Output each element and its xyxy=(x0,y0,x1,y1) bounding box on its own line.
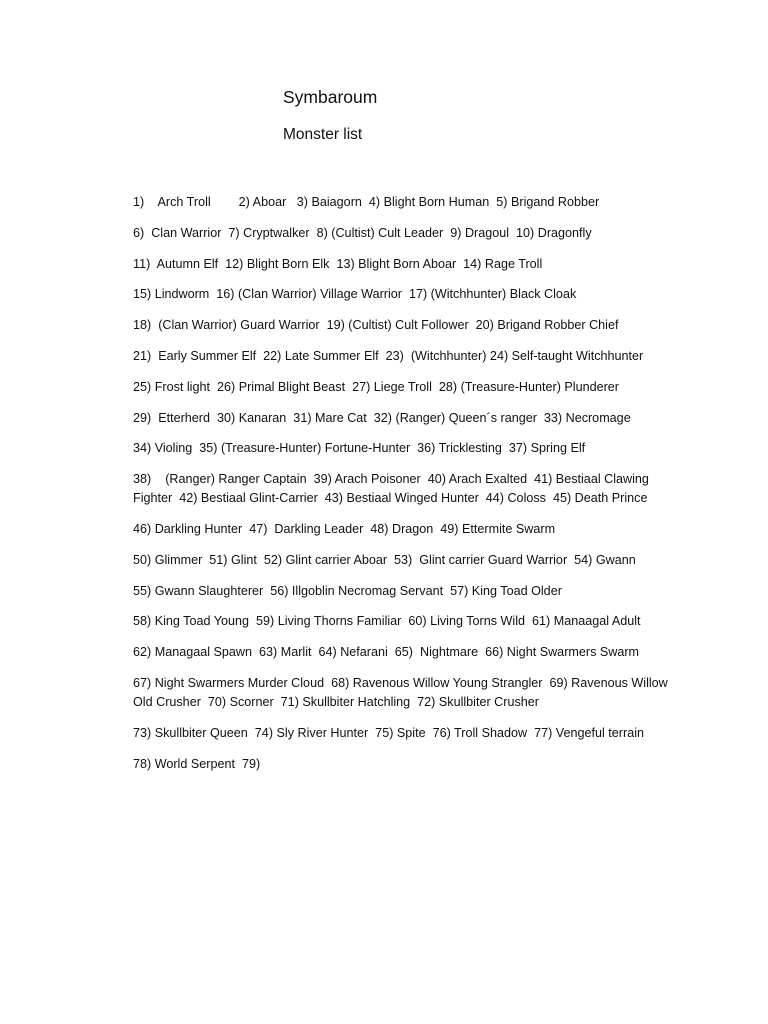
monster-list-paragraph-8: 29) Etterherd 30) Kanaran 31) Mare Cat 32) (Ranger) Queen´s ranger 33) Necromage xyxy=(133,410,631,425)
monster-list-paragraph-10: 38) (Ranger) Ranger Captain 39) Arach Poisoner 40) Arach Exalted 41) Bestiaal Clawing Fighter 42) Bestiaal Glint-Carrier 43) Bestiaal Winged Hunter 44) Coloss 45) Death Prince xyxy=(133,472,653,506)
monster-list-paragraph-16: 67) Night Swarmers Murder Cloud 68) Ravenous Willow Young Strangler 69) Ravenous Willow Old Crusher 70) Scorner 71) Skullbiter Hatchling 72) Skullbiter Crusher xyxy=(133,675,672,709)
monster-list-paragraph-7: 25) Frost light 26) Primal Blight Beast 27) Liege Troll 28) (Treasure-Hunter) Plunderer xyxy=(133,379,619,394)
monster-list-paragraph-9: 34) Violing 35) (Treasure-Hunter) Fortune-Hunter 36) Tricklesting 37) Spring Elf xyxy=(133,441,586,456)
monster-list xyxy=(133,193,672,785)
document-subtitle: Monster list xyxy=(283,126,363,143)
monster-list-paragraph-1: 1) Arch Troll 2) Aboar 3) Baiagorn 4) Blight Born Human 5) Brigand Robber xyxy=(133,195,600,209)
monster-list-paragraph-17: 73) Skullbiter Queen 74) Sly River Hunter 75) Spite 76) Troll Shadow 77) Vengeful terrain xyxy=(133,725,645,740)
monster-list-paragraph-12: 50) Glimmer 51) Glint 52) Glint carrier Aboar 53) Glint carrier Guard Warrior 54) Gwann xyxy=(133,552,636,567)
monster-list-paragraph-13: 55) Gwann Slaughterer 56) Illgoblin Necromag Servant 57) King Toad Older xyxy=(133,583,562,598)
document-title: Symbaroum xyxy=(283,87,378,107)
monster-list-paragraph-14: 58) King Toad Young 59) Living Thorns Familiar 60) Living Torns Wild 61) Manaagal Adult xyxy=(133,614,641,629)
monster-list-paragraph-11: 46) Darkling Hunter 47) Darkling Leader 48) Dragon 49) Ettermite Swarm xyxy=(133,521,556,536)
monster-list-paragraph-4: 15) Lindworm 16) (Clan Warrior) Village Warrior 17) (Witchhunter) Black Cloak xyxy=(133,287,577,302)
monster-list-paragraph-3: 11) Autumn Elf 12) Blight Born Elk 13) Blight Born Aboar 14) Rage Troll xyxy=(133,256,543,271)
monster-list-paragraph-15: 62) Managaal Spawn 63) Marlit 64) Nefarani 65) Nightmare 66) Night Swarmers Swarm xyxy=(133,645,640,660)
monster-list-paragraph-6: 21) Early Summer Elf 22) Late Summer Elf 23) (Witchhunter) 24) Self-taught Witchhunter xyxy=(133,348,644,363)
monster-list-paragraph-18: 78) World Serpent 79) xyxy=(133,756,261,771)
monster-list-paragraph-2: 6) Clan Warrior 7) Cryptwalker 8) (Cultist) Cult Leader 9) Dragoul 10) Dragonfly xyxy=(133,225,592,240)
monster-list-paragraph-5: 18) (Clan Warrior) Guard Warrior 19) (Cultist) Cult Follower 20) Brigand Robber Chief xyxy=(133,318,619,333)
